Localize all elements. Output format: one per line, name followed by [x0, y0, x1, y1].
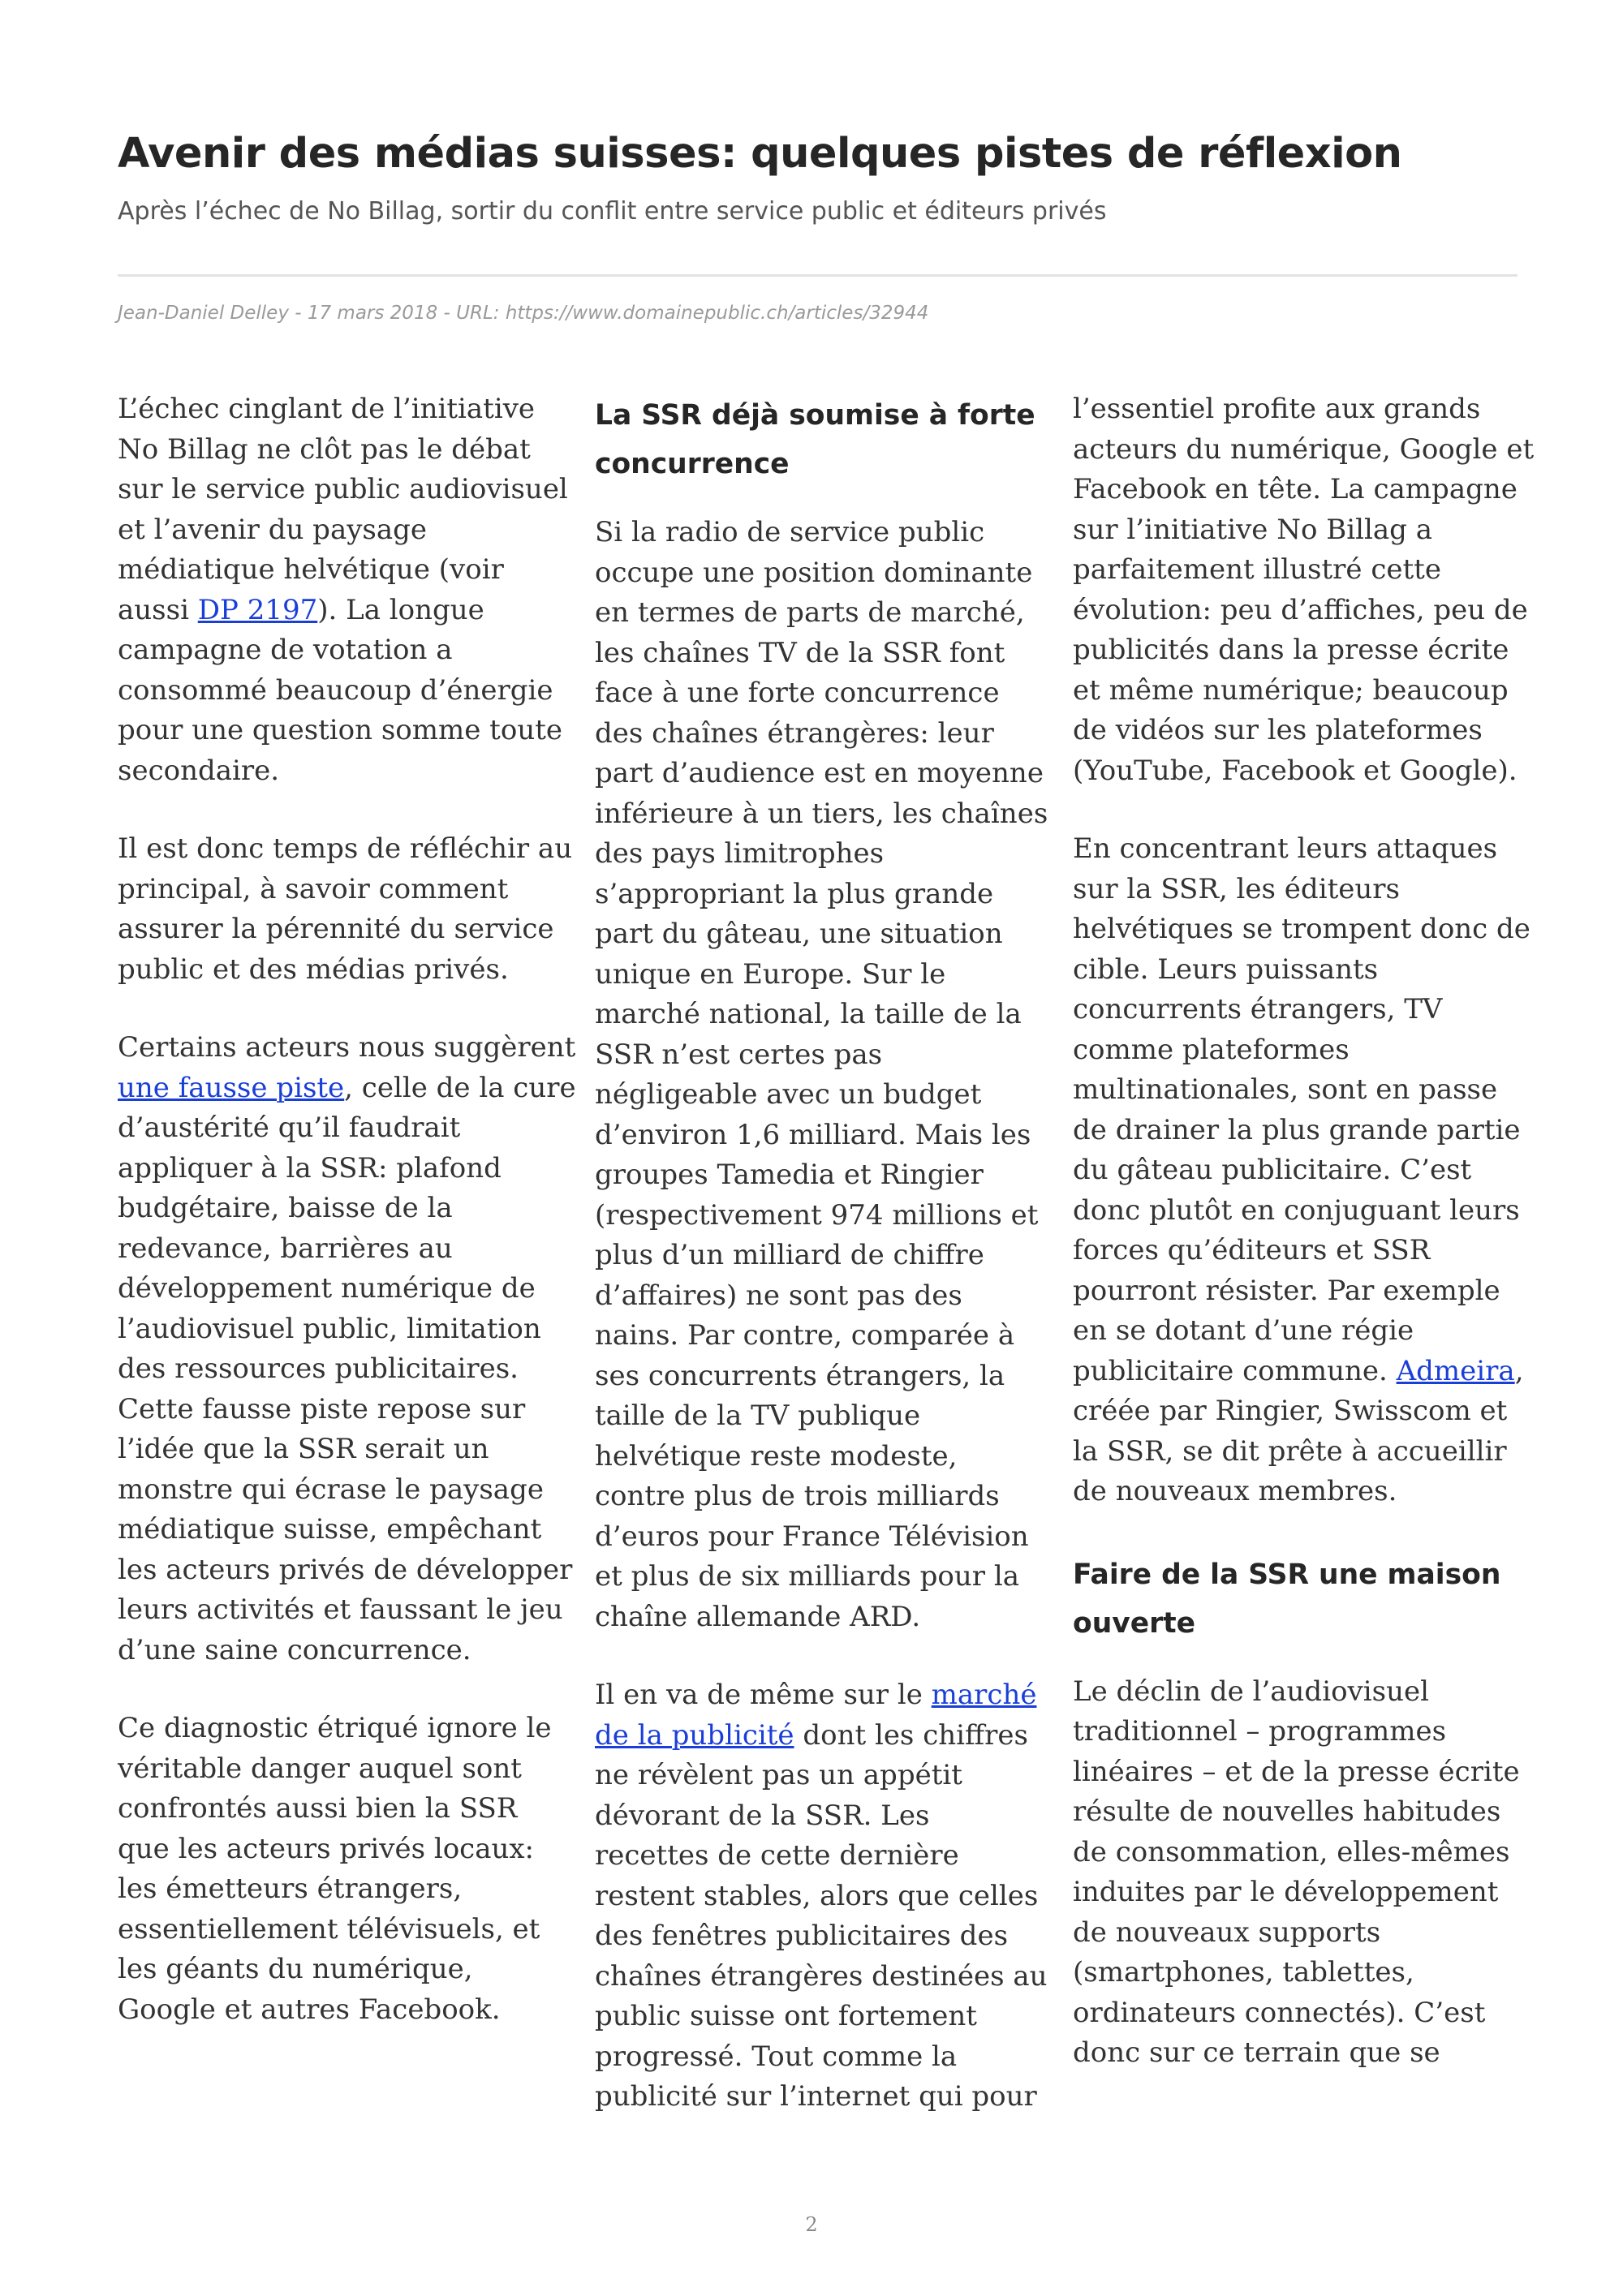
paragraph-text: dont les chiffres ne révèlent pas un appétit dévorant de la SSR. Les recettes de cette dernière restent stables, alors que celles des fenêtres publicitaires des chaînes étrangères destinées au public suisse ont fortement progressé. Tout comme la publicité sur l’internet qui pour [595, 1718, 1048, 2113]
paragraph [118, 389, 576, 791]
text-column-1 [118, 389, 576, 2068]
paragraph-text: , créée par Ringier, Swisscom et la SSR, se dit prête à accueillir de nouveaux membres. [1073, 1354, 1524, 1507]
section-heading: La SSR déjà soumise à forte concurrence [595, 399, 1035, 480]
text-column-3 [1073, 389, 1535, 2112]
article-byline: Jean-Daniel Delley - 17 mars 2018 - URL: https://www.domainepublic.ch/articles/32944 [118, 303, 929, 324]
link-admeira[interactable]: Admeira [1396, 1354, 1515, 1387]
paragraph-text: ). La longue campagne de votation a consommé beaucoup d’énergie pour une question somme toute secondaire. [118, 593, 563, 787]
paragraph-text: Certains acteurs nous suggèrent [118, 1031, 576, 1064]
header-divider [118, 274, 1518, 277]
section-heading: Faire de la SSR une maison ouverte [1073, 1558, 1501, 1640]
link-dp-2197[interactable]: DP 2197 [197, 593, 318, 626]
article-header [118, 130, 1518, 226]
page-number: 2 [805, 2213, 818, 2236]
paragraph [595, 1675, 1049, 2118]
paragraph: Il est donc temps de réfléchir au principal, à savoir comment assurer la pérennité du service public et des médias privés. [118, 832, 573, 986]
link-marche-publicite[interactable]: marché de la publicité [595, 1679, 1037, 1752]
paragraph: Si la radio de service public occupe une position dominante en termes de parts de marché, les chaînes TV de la SSR font face à une forte concurrence des chaînes étrangères: leur part d’audience est en moyenne inférieure à un tiers, les chaînes des pays limitrophes s’appropriant la plus grande part du gâteau, une situation unique en Europe. Sur le marché national, la taille de la SSR n’est certes pas négligeable avec un budget d’environ 1,6 milliard. Mais les groupes Tamedia et Ringier (respectivement 974 millions et plus d’un milliard de chiffre d’affaires) ne sont pas des nains. Par contre, comparée à ses concurrents étrangers, la taille de la TV publique helvétique reste modeste, contre plus de trois milliards d’euros pour France Télévision et plus de six milliards pour la chaîne allemande ARD. [595, 516, 1048, 1633]
article-subtitle: Après l’échec de No Billag, sortir du conflit entre service public et éditeurs privés [118, 197, 1107, 226]
paragraph-text: Il en va de même sur le [595, 1679, 932, 1711]
paragraph-text: En concentrant leurs attaques sur la SSR, les éditeurs helvétiques se trompent donc de cible. Leurs puissants concurrents étrangers, TV comme plateformes multinationales, sont en passe de drainer la plus grande partie du gâteau publicitaire. C’est donc plutôt en conjuguant leurs forces qu’éditeurs et SSR pourront résister. Par exemple en se dotant d’une régie publicitaire commune. [1073, 832, 1530, 1387]
paragraph: Le déclin de l’audiovisuel traditionnel – programmes linéaires – et de la presse écrite résulte de nouvelles habitudes de consommation, elles-mêmes induites par le développement de nouveaux supports (smartphones, tablettes, ordinateurs connectés). C’est donc sur ce terrain que se [1073, 1675, 1520, 2069]
link-fausse-piste[interactable]: une fausse piste [118, 1071, 345, 1104]
paragraph-text: L’échec cinglant de l’initiative No Billag ne clôt pas le débat sur le service public audiovisuel et l’avenir du paysage médiatique helvétique (voir aussi [118, 393, 568, 626]
text-column-2 [595, 389, 1049, 2156]
article-title: Avenir des médias suisses: quelques pistes de réflexion [118, 130, 1402, 178]
paragraph: l’essentiel profite aux grands acteurs du numérique, Google et Facebook en tête. La campagne sur l’initiative No Billag a parfaitement illustré cette évolution: peu d’affiches, peu de publicités dans la presse écrite et même numérique; beaucoup de vidéos sur les plateformes (YouTube, Facebook et Google). [1073, 393, 1535, 787]
paragraph: Ce diagnostic étriqué ignore le véritable danger auquel sont confrontés aussi bien la SSR que les acteurs privés locaux: les émetteurs étrangers, essentiellement télévisuels, et les géants du numérique, Google et autres Facebook. [118, 1712, 552, 2026]
paragraph-text: , celle de la cure d’austérité qu’il faudrait appliquer à la SSR: plafond budgétaire, baisse de la redevance, barrières au développement numérique de l’audiovisuel public, limitation des ressources publicitaires. Cette fausse piste repose sur l’idée que la SSR serait un monstre qui écrase le paysage médiatique suisse, empêchant les acteurs privés de développer leurs activités et faussant le jeu d’une saine concurrence. [118, 1071, 576, 1666]
paragraph [118, 1028, 576, 1670]
paragraph [1073, 829, 1535, 1512]
